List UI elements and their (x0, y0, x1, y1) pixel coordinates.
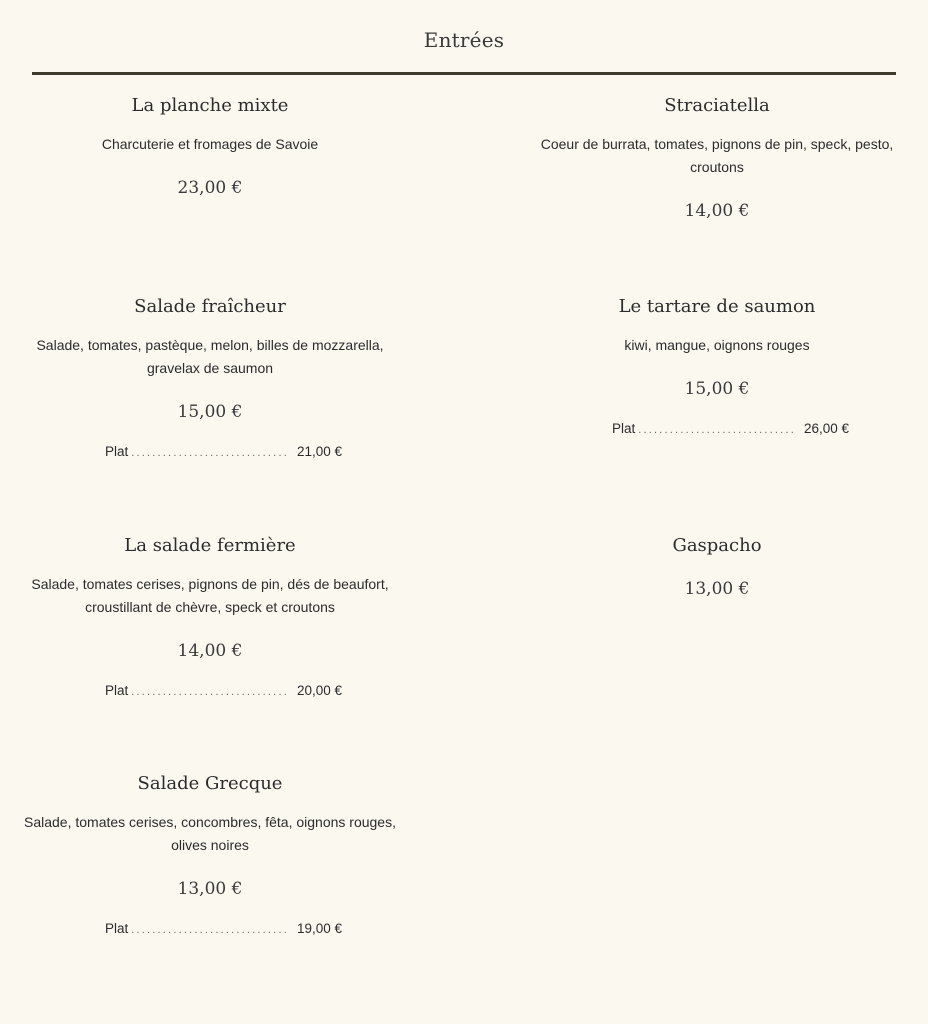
plat-row (105, 919, 342, 940)
menu-item (10, 296, 410, 463)
menu-item (10, 95, 410, 200)
item-description: Salade, tomates cerises, pignons de pin, dés de beaufort, croustillant de chèvre, speck et croutons (31, 576, 389, 615)
section-divider (32, 72, 896, 75)
plat-price: 20,00 € (296, 683, 342, 698)
plat-label: Plat (105, 921, 129, 936)
plat-label: Plat (612, 421, 636, 436)
item-title: Salade fraîcheur (134, 296, 286, 317)
item-price: 15,00 € (177, 402, 243, 422)
menu-item (10, 773, 410, 940)
dot-leader: .............................. (638, 424, 796, 436)
plat-row (105, 681, 342, 702)
item-price: 14,00 € (177, 641, 243, 661)
item-title: Gaspacho (672, 535, 762, 556)
item-title: La planche mixte (131, 95, 289, 116)
dot-leader: .............................. (131, 924, 289, 936)
item-title: La salade fermière (124, 535, 296, 556)
plat-row (105, 442, 342, 463)
item-description: Coeur de burrata, tomates, pignons de pin, speck, pesto, croutons (540, 136, 894, 175)
item-title: Salade Grecque (137, 773, 283, 794)
menu-item (517, 95, 917, 223)
item-price: 15,00 € (684, 379, 750, 399)
item-title: Le tartare de saumon (618, 296, 816, 317)
plat-label: Plat (105, 683, 129, 698)
menu-item (10, 535, 410, 702)
section-title: Entrées (423, 28, 505, 52)
item-price: 13,00 € (177, 879, 243, 899)
dot-leader: .............................. (131, 686, 289, 698)
item-price: 23,00 € (177, 178, 243, 198)
dot-leader: .............................. (131, 447, 289, 459)
item-description: Charcuterie et fromages de Savoie (101, 136, 319, 152)
item-description: kiwi, mangue, oignons rouges (624, 337, 810, 353)
plat-price: 21,00 € (296, 444, 342, 459)
plat-row (612, 419, 849, 440)
item-description: Salade, tomates, pastèque, melon, billes de mozzarella, gravelax de saumon (36, 337, 384, 376)
plat-price: 19,00 € (296, 921, 342, 936)
menu-item (517, 296, 917, 440)
plat-label: Plat (105, 444, 129, 459)
plat-price: 26,00 € (803, 421, 849, 436)
item-price: 14,00 € (684, 201, 750, 221)
item-description: Salade, tomates cerises, concombres, fêta, oignons rouges, olives noires (24, 814, 396, 853)
item-price: 13,00 € (684, 579, 750, 599)
item-title: Straciatella (664, 95, 770, 116)
menu-item (517, 535, 917, 601)
